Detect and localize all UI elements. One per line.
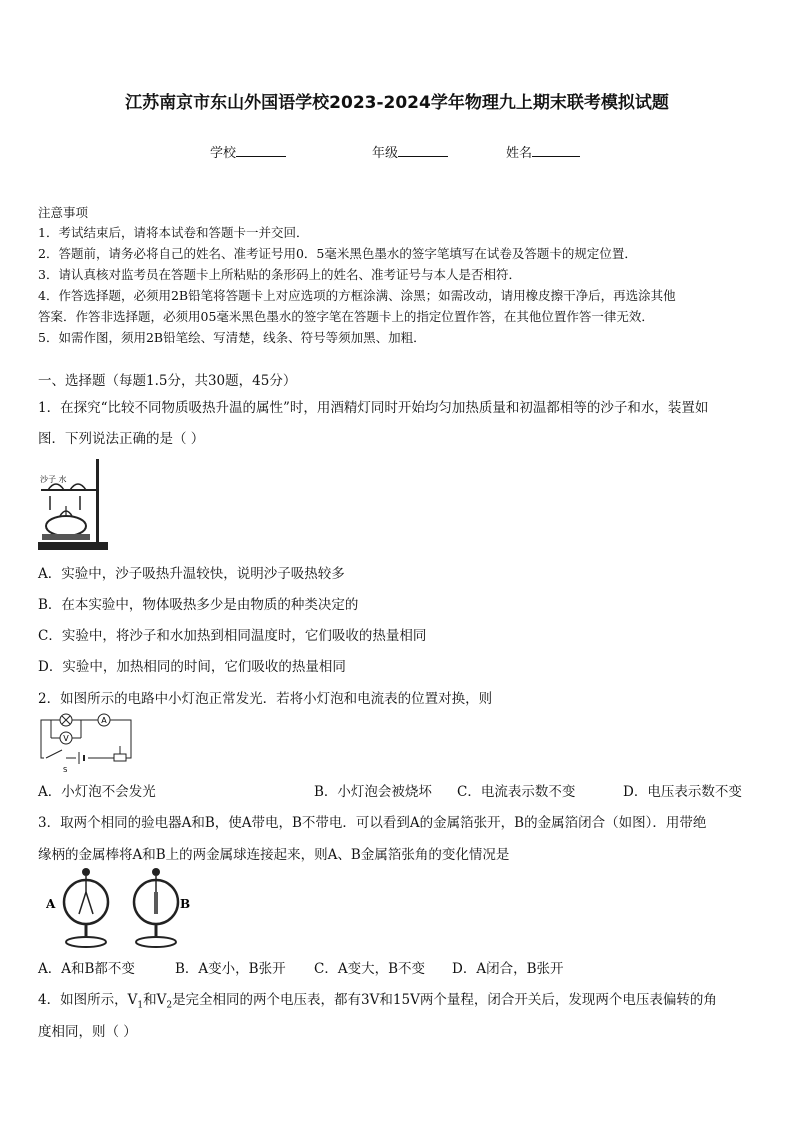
school-field[interactable] [210,142,286,161]
q1-option-b[interactable]: B．在本实验中，物体吸热多少是由物质的种类决定的 [38,597,359,613]
heating-apparatus-figure [36,456,112,552]
section-heading: 一、选择题（每题1.5分，共30题，45分） [38,373,297,389]
electroscope-b-label: B [180,897,191,911]
grade-blank[interactable] [398,142,448,157]
q3-option-c[interactable]: C．A变大，B不变 [314,961,425,977]
name-label: 姓名 [506,146,533,161]
q3-stem: 3．取两个相同的验电器A和B，使A带电，B不带电．可以看到A的金属箔张开，B的金属箔闭合（如图）．用带绝 [38,815,707,831]
notes-heading: 注意事项 [38,205,89,220]
q1-stem: 1．在探究“比较不同物质吸热升温的属性”时，用酒精灯同时开始均匀加热质量和初温都相等的沙子和水，装置如 [38,400,709,416]
note-item: 答案．作答非选择题，必须用05毫米黑色墨水的签字笔在答题卡上的指定位置作答，在其他位置作答一律无效． [38,309,654,324]
q3-option-d[interactable]: D．A闭合，B张开 [452,961,564,977]
q4-text-a: 4．如图所示，V [38,992,138,1008]
note-item: 5．如需作图，须用2B铅笔绘、写清楚，线条、符号等须加黑、加粗． [38,330,426,345]
q4-sub-2: 2 [166,1000,173,1011]
q3-option-b[interactable]: B．A变小，B张开 [175,961,286,977]
q1-option-d[interactable]: D．实验中，加热相同的时间，它们吸收的热量相同 [38,659,346,675]
ammeter-label: A [101,716,107,725]
grade-label: 年级 [372,146,399,161]
name-field[interactable] [506,142,580,161]
q1-option-c[interactable]: C．实验中，将沙子和水加热到相同温度时，它们吸收的热量相同 [38,628,427,644]
q1-option-a[interactable]: A．实验中，沙子吸热升温较快，说明沙子吸热较多 [38,566,345,582]
school-blank[interactable] [236,142,286,157]
switch-label: S [63,766,68,774]
q4-text-c: 是完全相同的两个电压表，都有3V和15V两个量程，闭合开关后，发现两个电压表偏转的角 [172,992,717,1008]
q4-stem-cont: 度相同，则（ ） [38,1024,137,1040]
q2-option-c[interactable]: C．电流表示数不变 [457,784,576,800]
q2-option-d[interactable]: D．电压表示数不变 [623,784,742,800]
name-blank[interactable] [532,142,580,157]
electroscopes-figure [46,866,196,950]
grade-field[interactable] [372,142,448,161]
circuit-diagram [36,712,136,774]
note-item: 3．请认真核对监考员在答题卡上所粘贴的条形码上的姓名、准考证号与本人是否相符． [38,267,521,282]
q4-text-b: 和V [143,992,167,1008]
q3-stem-cont: 缘柄的金属棒将A和B上的两金属球连接起来，则A、B金属箔张角的变化情况是 [38,847,510,863]
q4-sub-1: 1 [137,1000,144,1011]
note-item: 2．答题前，请务必将自己的姓名、准考证号用0．5毫米黑色墨水的签字笔填写在试卷及答题卡的规定位置． [38,246,637,261]
page-title: 江苏南京市东山外国语学校2023-2024学年物理九上期末联考模拟试题 [125,93,669,113]
school-label: 学校 [210,146,237,161]
electroscope-a-label: A [46,897,56,911]
q2-option-a[interactable]: A．小灯泡不会发光 [38,784,156,800]
note-item: 4．作答选择题，必须用2B铅笔将答题卡上对应选项的方框涂满、涂黑；如需改动，请用橡皮擦干净后，再选涂其他 [38,288,676,303]
q2-stem: 2．如图所示的电路中小灯泡正常发光．若将小灯泡和电流表的位置对换，则 [38,691,493,707]
voltmeter-label: V [63,734,69,743]
sand-water-label: 沙子 水 [40,475,67,484]
note-item: 1．考试结束后，请将本试卷和答题卡一并交回． [38,225,309,240]
q1-stem-cont: 图．下列说法正确的是（ ） [38,431,205,447]
q3-option-a[interactable]: A．A和B都不变 [38,961,135,977]
q2-option-b[interactable]: B．小灯泡会被烧坏 [314,784,432,800]
q4-stem [38,988,717,1011]
